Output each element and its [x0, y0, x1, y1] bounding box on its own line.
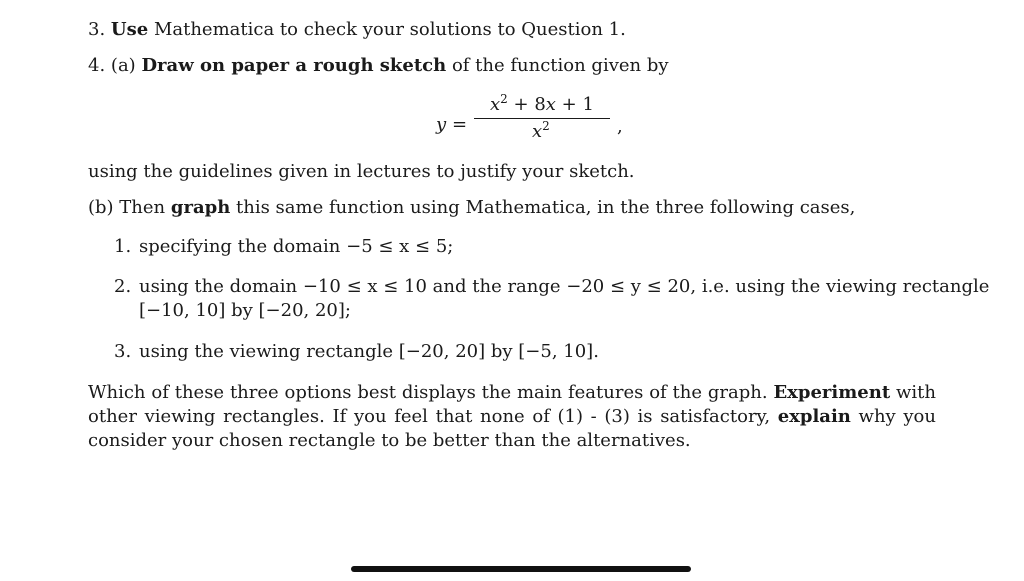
bold-instruction: Experiment [773, 382, 891, 403]
case-text: using the domain −10 ≤ x ≤ 10 and the range −20 ≤ y ≤ 20, i.e. using the viewing rectangle [139, 276, 990, 297]
question-text: this same function using Mathematica, in the three following cases, [230, 197, 856, 218]
question-number: 4. [88, 55, 106, 76]
case-item-2 [114, 276, 990, 321]
paragraph-text: Which of these three options best displays the main features of the graph. [88, 382, 774, 403]
question-text: of the function given by [446, 55, 669, 76]
case-text-continued: [−10, 10] by [−20, 20]; [139, 300, 351, 321]
case-number: 1. [114, 236, 132, 257]
formula-numerator: $x^2 + 8x + 1$ [490, 92, 594, 115]
formula-lhs: y [436, 114, 447, 135]
case-text: using the viewing rectangle [−20, 20] by [−5, 10]. [139, 341, 599, 362]
closing-paragraph [88, 381, 936, 453]
case-number: 3. [114, 341, 132, 362]
bold-instruction: Draw on paper a rough sketch [141, 55, 447, 76]
part-label: (b) Then [88, 197, 166, 218]
part-label: (a) [110, 55, 136, 76]
formula-comma: , [617, 116, 623, 137]
bold-instruction: graph [170, 197, 231, 218]
case-number: 2. [114, 276, 132, 297]
question-number: 3. [88, 19, 106, 40]
case-item-3 [114, 341, 599, 363]
question-text: Mathematica to check your solutions to Question 1. [148, 19, 626, 40]
formula-equals: = [452, 114, 468, 135]
question-3 [88, 19, 626, 41]
guidelines-text: using the guidelines given in lectures to justify your sketch. [88, 161, 635, 182]
bold-instruction: Use [110, 19, 149, 40]
case-item-1 [114, 236, 454, 258]
home-indicator-bar[interactable] [351, 566, 691, 572]
case-text: specifying the domain −5 ≤ x ≤ 5; [139, 236, 454, 257]
formula-denominator: $x^2$ [532, 119, 550, 142]
question-4-part-a [88, 55, 669, 77]
bold-instruction: explain [777, 406, 851, 427]
paragraph-text: with other viewing rectangles. If you feel that none of (1) - (3) is satisfactory, [88, 382, 936, 427]
question-4-part-b [88, 197, 855, 219]
paragraph-text: why you consider your chosen rectangle to be better than the alternatives. [88, 406, 936, 451]
